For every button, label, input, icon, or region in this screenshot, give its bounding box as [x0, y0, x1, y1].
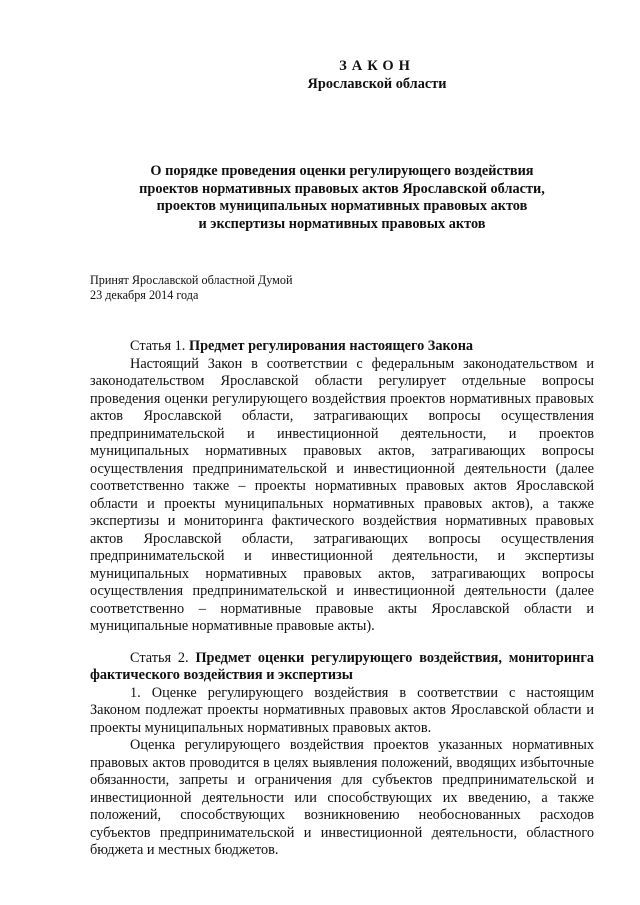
article-2-heading	[90, 650, 594, 685]
adoption-date: 23 декабря 2014 года	[90, 287, 199, 302]
adoption-body: Принят Ярославской областной Думой	[90, 273, 293, 287]
article-1-heading	[90, 338, 594, 356]
law-title-line: О порядке проведения оценки регулирующего воздействия	[150, 163, 534, 179]
article-2-label: Статья 2.	[130, 649, 196, 666]
law-region: Ярославской области	[307, 75, 447, 92]
article-2-paragraph-1: 1. Оценке регулирующего воздействия в соответствии с настоящим Законом подлежат проекты нормативных правовых актов Ярославской области и проекты муниципальных нормативных правовых актов.	[90, 684, 594, 736]
law-title-line: проектов нормативных правовых актов Ярославской области,	[139, 180, 545, 197]
article-2-paragraph-2: Оценка регулирующего воздействия проектов указанных нормативных правовых актов проводится в целях выявления положений, вводящих избыточные обязанности, запреты и ограничения для субъектов предпринимательской и инвестиционной деятельности или способствующих их введению, а также положений, способствующих возникновению необоснованных расходов субъектов предпринимательской и инвестиционной деятельности, областного бюджета и местных бюджетов.	[90, 737, 594, 858]
law-word: ЗАКОН	[339, 58, 415, 74]
article-2-title: Предмет оценки регулирующего воздействия, мониторинга фактического воздействия и экспертизы	[90, 649, 594, 683]
article-1-paragraph-1: Настоящий Закон в соответствии с федеральным законодательством и законодательством Ярославской области регулирует отдельные вопросы проведения оценки регулирующего воздействия проектов нормативных правовых актов Ярославской области, затрагивающих вопросы осуществления предпринимательской и инвестиционной деятельности, и проектов муниципальных нормативных правовых актов, затрагивающих вопросы осуществления предпринимательской и инвестиционной деятельности (далее соответственно также – проекты нормативных правовых актов Ярославской области и проекты муниципальных нормативных правовых актов), а также экспертизы и мониторинга фактического воздействия нормативных правовых актов Ярославской области, затрагивающих вопросы осуществления предпринимательской и инвестиционной деятельности, и экспертизы муниципальных нормативных правовых актов, затрагивающих вопросы осуществления предпринимательской и инвестиционной деятельности (далее соответственно – нормативные правовые акты Ярославской области и муниципальные нормативные правовые акты).	[90, 355, 594, 634]
law-title	[90, 163, 594, 233]
law-title-line: и экспертизы нормативных правовых актов	[198, 215, 486, 232]
article-1-label: Статья 1.	[130, 338, 189, 354]
article-1-title: Предмет регулирования настоящего Закона	[188, 338, 474, 354]
adoption-info	[90, 273, 594, 302]
law-title-line: проектов муниципальных нормативных правовых актов	[156, 198, 528, 214]
